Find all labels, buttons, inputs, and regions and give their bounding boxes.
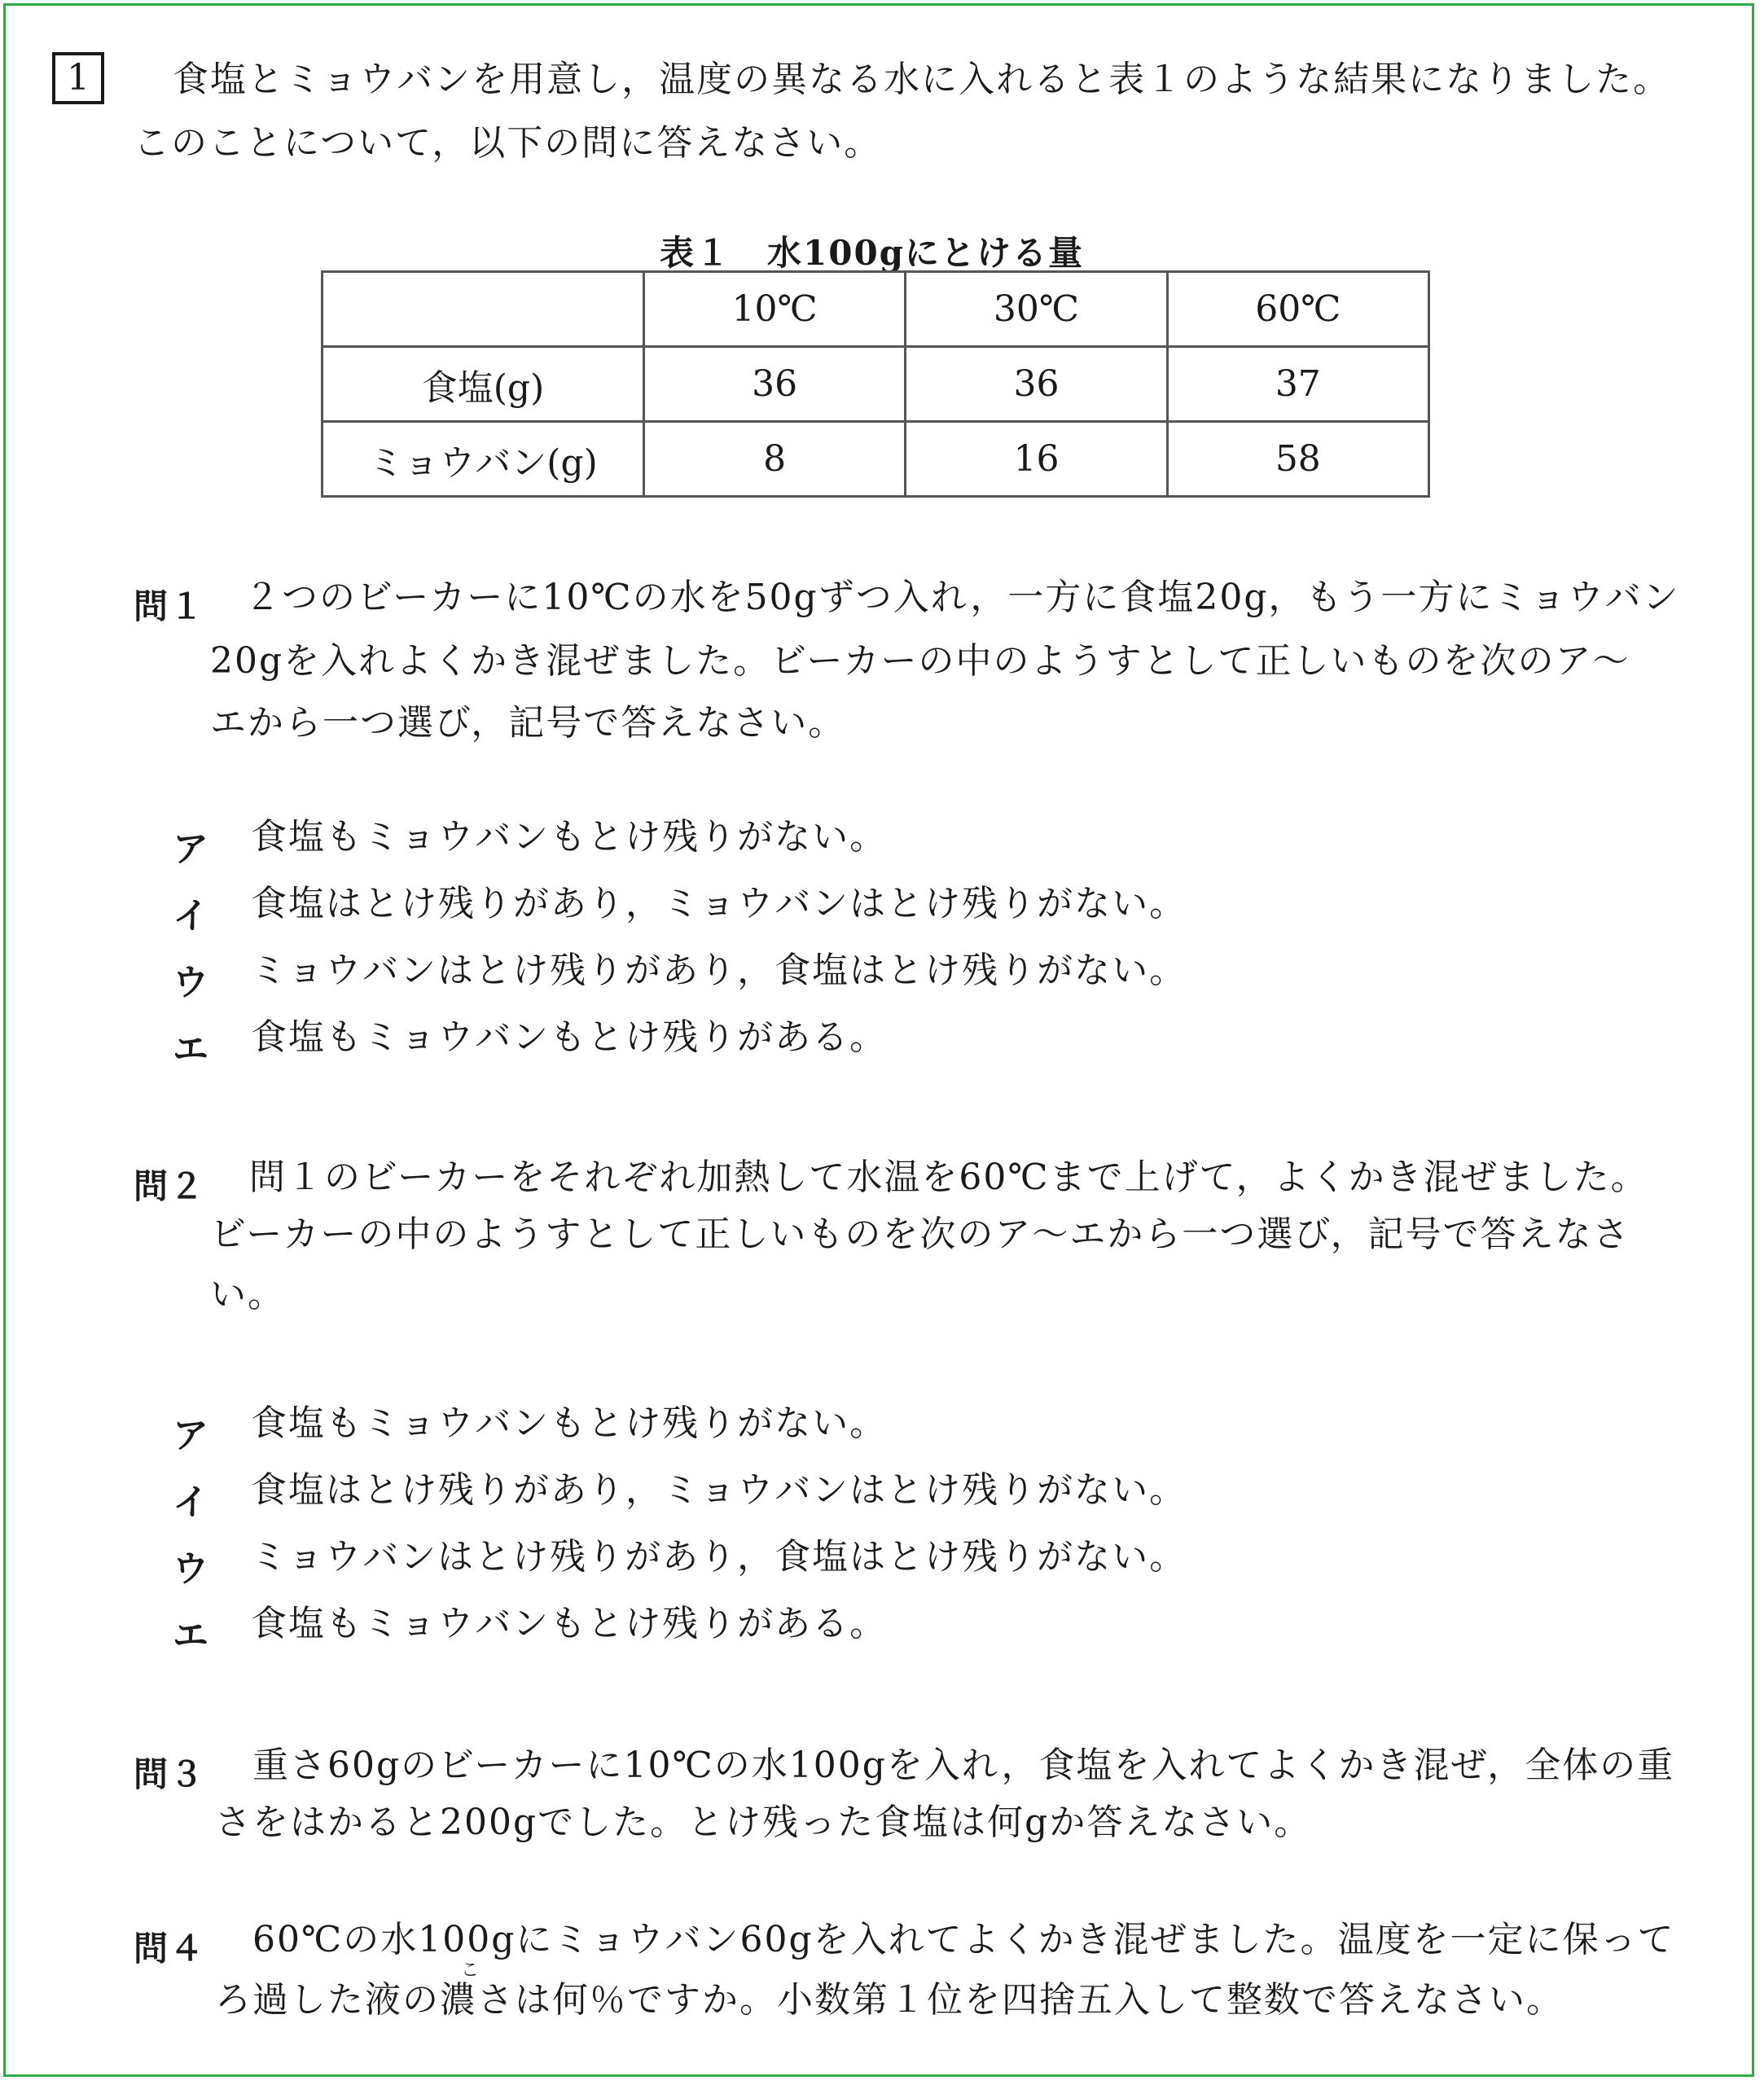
solubility-table — [321, 270, 1430, 498]
option-text: 食塩もミョウバンもとけ残りがある。 — [251, 1603, 888, 1644]
question-text-line: ビーカーの中のようすとして正しいものを次のア～エから一つ選び，記号で答えなさ — [210, 1214, 1630, 1255]
option-text: ミョウバンはとけ残りがあり，食塩はとけ残りがない。 — [251, 1536, 1187, 1578]
option-text: ミョウバンはとけ残りがあり，食塩はとけ残りがない。 — [251, 950, 1187, 991]
option-key: イ — [173, 1481, 208, 1523]
option-key: ア — [173, 1415, 208, 1456]
option-key: エ — [173, 1615, 208, 1657]
question-text-line: エから一つ選び，記号で答えなさい。 — [210, 702, 846, 744]
option-key: ウ — [173, 962, 208, 1003]
table-header-row — [323, 272, 1429, 347]
table-cell: 36 — [906, 347, 1167, 422]
option-text: 食塩もミョウバンもとけ残りがない。 — [251, 816, 888, 858]
question-label: 問３ — [134, 1754, 206, 1794]
option-key: ア — [173, 828, 208, 870]
table-header-cell: 60℃ — [1167, 272, 1428, 347]
option-text: 食塩もミョウバンもとけ残りがない。 — [251, 1402, 888, 1444]
table-caption: 表１ 水100gにとける量 — [660, 233, 1085, 273]
option-key: エ — [173, 1029, 208, 1070]
question-number-box — [52, 52, 104, 104]
furigana: こ — [461, 1960, 480, 1981]
question-text-line: ２つのビーカーに10℃の水を50gずつ入れ，一方に食塩20g，もう一方にミョウバン — [244, 577, 1680, 618]
option-text: 食塩もミョウバンもとけ残りがある。 — [251, 1016, 888, 1058]
table-cell: 58 — [1167, 422, 1428, 497]
question-text-line: 問１のビーカーをそれぞれ加熱して水温を60℃まで上げて，よくかき混ぜました。 — [249, 1157, 1648, 1198]
table-header-cell — [323, 272, 644, 347]
row-label: ミョウバン(g) — [323, 422, 644, 497]
table-row — [323, 422, 1429, 497]
question-label: 問１ — [134, 586, 206, 626]
table-cell: 8 — [643, 422, 905, 497]
question-label: 問４ — [134, 1929, 206, 1969]
option-text: 食塩はとけ残りがあり，ミョウバンはとけ残りがない。 — [251, 883, 1187, 924]
question-number: 1 — [67, 57, 90, 99]
question-label: 問２ — [134, 1166, 206, 1206]
table-cell: 37 — [1167, 347, 1428, 422]
table-cell: 36 — [643, 347, 905, 422]
question-text-line: 重さ60gのビーカーに10℃の水100gを入れ，食塩を入れてよくかき混ぜ，全体の重 — [252, 1745, 1675, 1786]
question-text-line: さをはかると200gでした。とけ残った食塩は何gか答えなさい。 — [215, 1802, 1312, 1843]
table-row — [323, 347, 1429, 422]
question-text-line: 60℃の水100gにミョウバン60gを入れてよくかき混ぜました。温度を一定に保って — [252, 1919, 1675, 1960]
option-key: イ — [173, 895, 208, 937]
row-label: 食塩(g) — [323, 347, 644, 422]
question-text-line: い。 — [210, 1274, 285, 1315]
table-cell: 16 — [906, 422, 1167, 497]
table-header-cell: 30℃ — [906, 272, 1167, 347]
option-text: 食塩はとけ残りがあり，ミョウバンはとけ残りがない。 — [251, 1469, 1187, 1511]
question-text-line: ろ過した液の濃さは何％ですか。小数第１位を四捨五入して整数で答えなさい。 — [215, 1979, 1564, 2021]
intro-line-1: 食塩とミョウバンを用意し，温度の異なる水に入れると表１のような結果になりました。 — [173, 59, 1671, 100]
option-key: ウ — [173, 1548, 208, 1590]
table-header-cell: 10℃ — [643, 272, 905, 347]
question-text-line: 20gを入れよくかき混ぜました。ビーカーの中のようすとして正しいものを次のア～ — [210, 640, 1630, 682]
intro-line-2: このことについて，以下の問に答えなさい。 — [134, 122, 882, 164]
